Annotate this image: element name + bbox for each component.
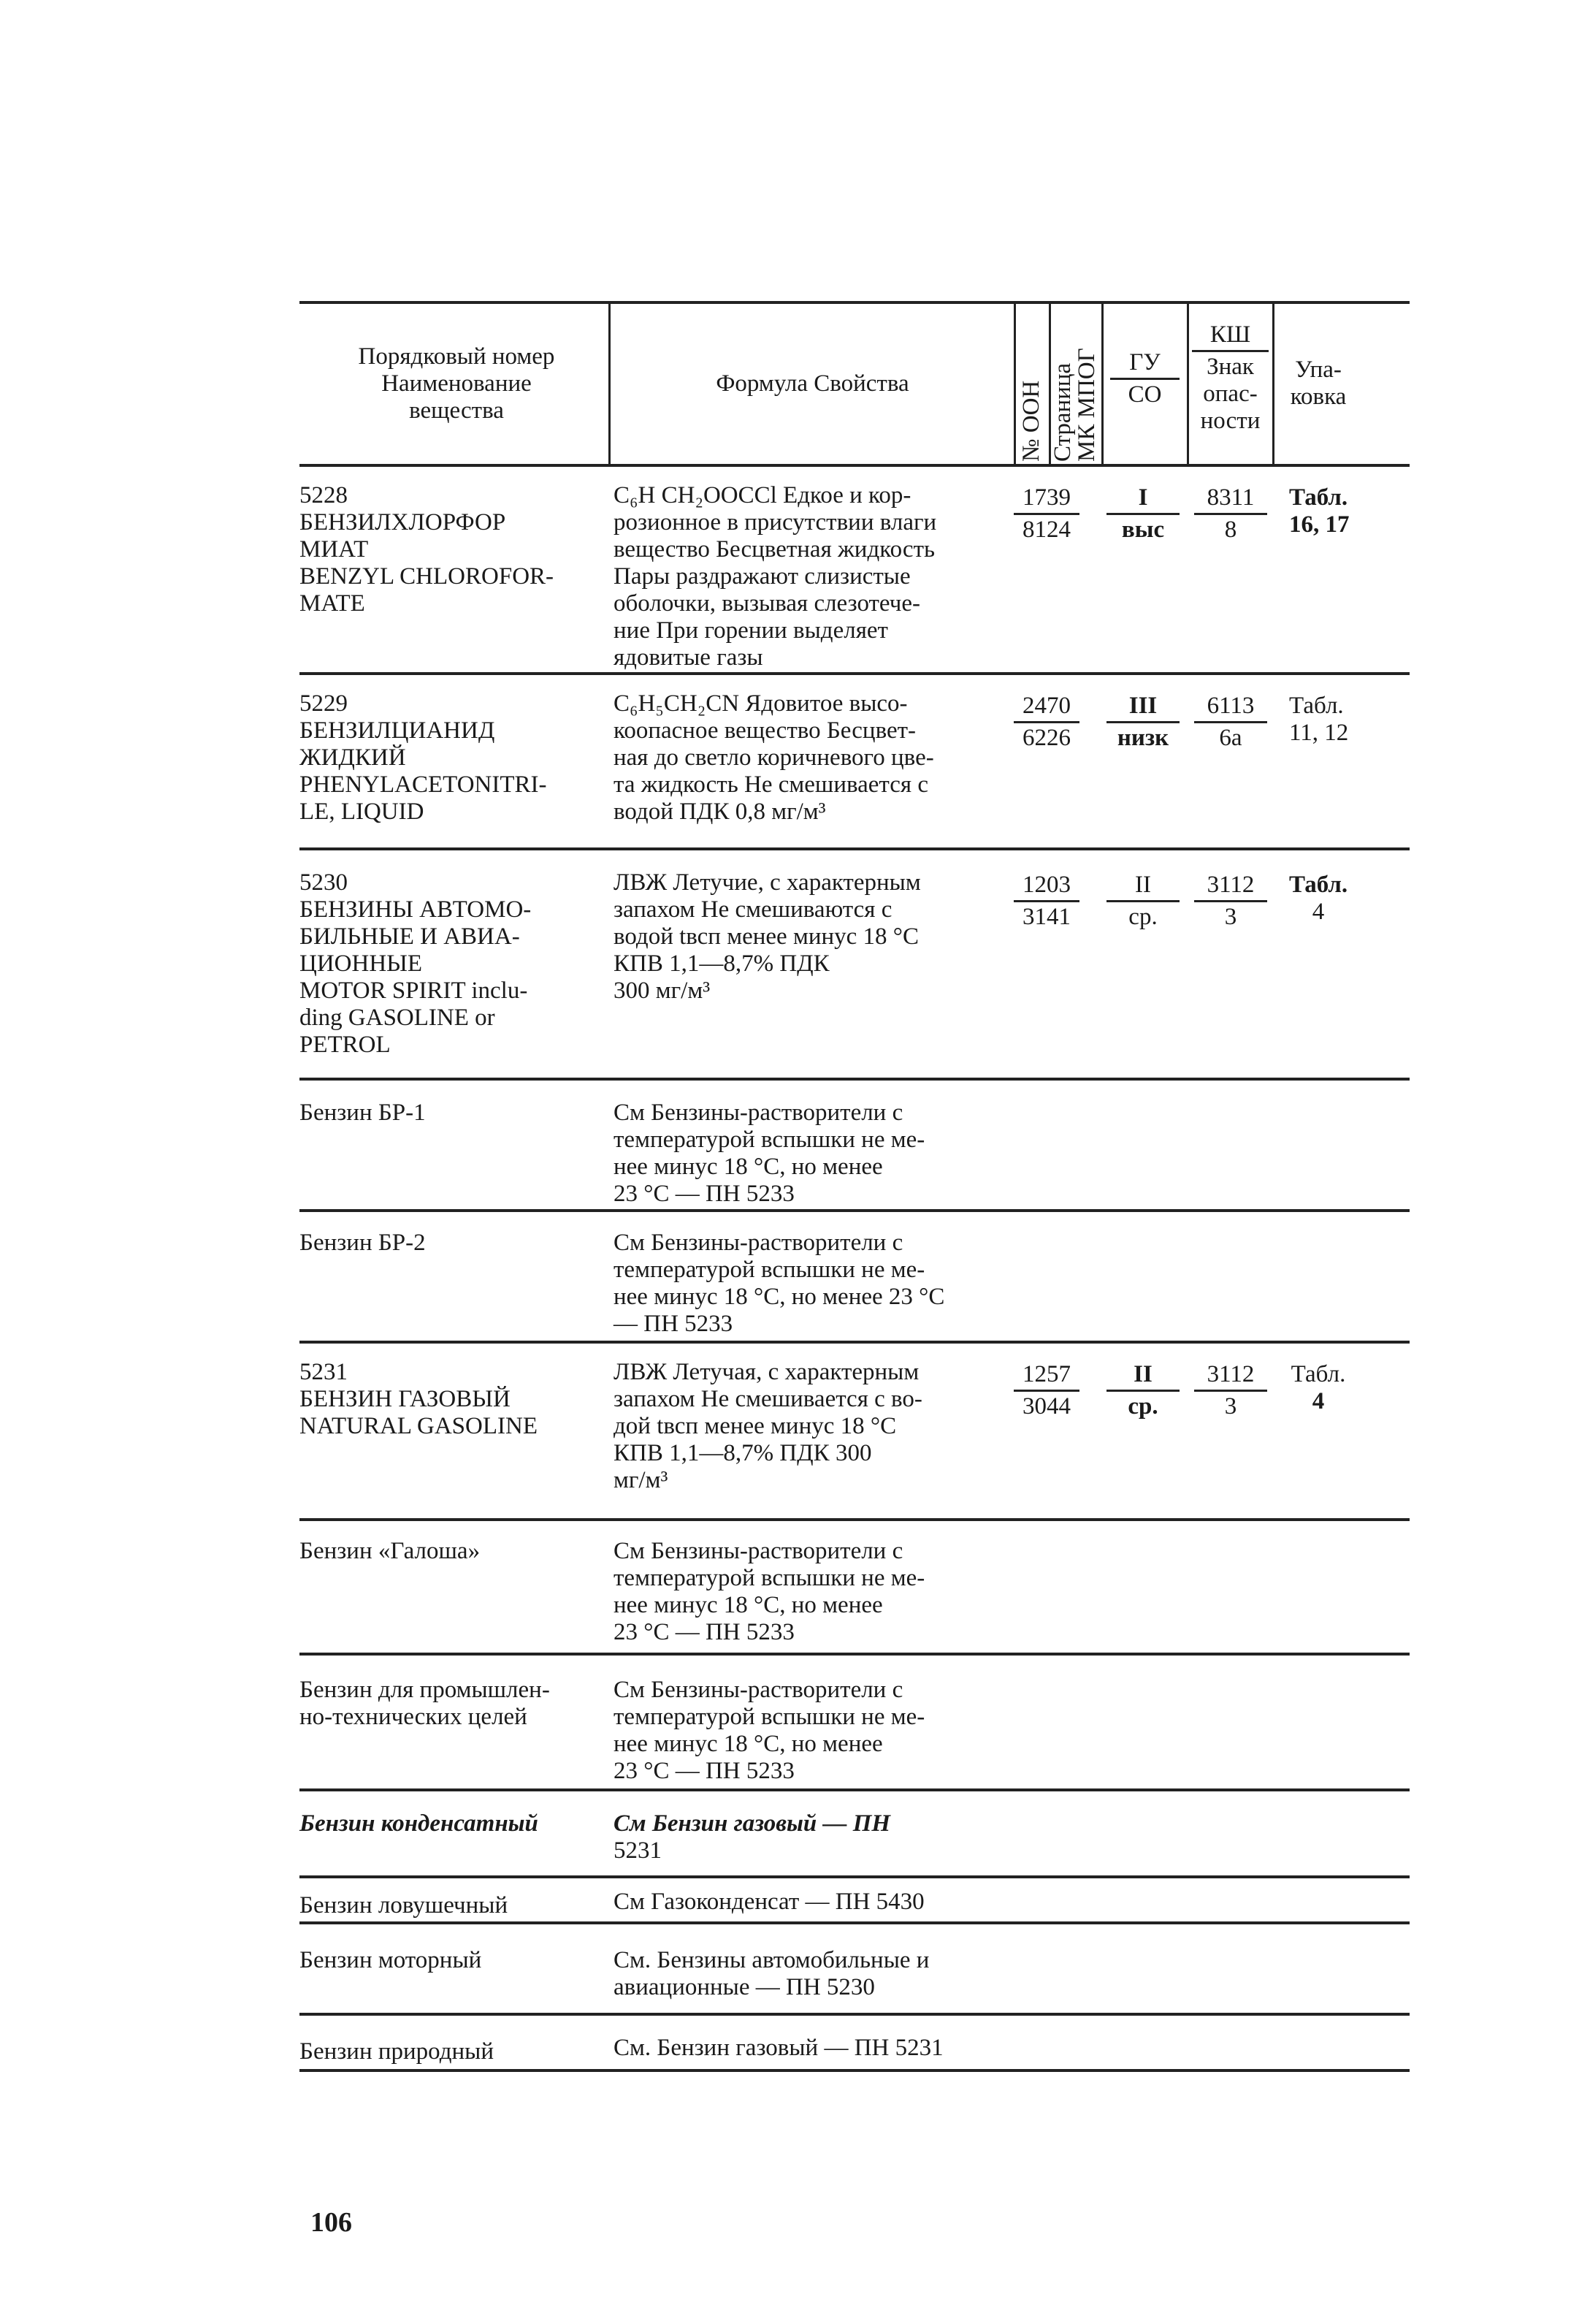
props-line: мг/м³ — [614, 1467, 668, 1493]
header-col-formula: Формула Свойства — [716, 370, 909, 397]
entry-5231-name — [299, 1359, 584, 1440]
un-number: 1257 — [1014, 1361, 1079, 1392]
entry-br1-name — [299, 1100, 584, 1127]
props-line: См. Бензины автомобильные и — [614, 1947, 930, 1973]
entry-name-line: PHENYLACETONITRI- — [299, 772, 547, 798]
props-line: См Бензин газовый — ПН — [614, 1810, 891, 1837]
props-line: См Бензины-растворители с — [614, 1538, 903, 1564]
entry-5229-ksh-sign — [1194, 693, 1267, 752]
co-value: ср. — [1128, 1393, 1158, 1420]
props-line: дой tвсп менее минус 18 °С — [614, 1413, 897, 1439]
package-line: 4 — [1312, 1388, 1325, 1414]
props-line: температурой вспышки не ме- — [614, 1257, 925, 1283]
entry-5231-props — [614, 1359, 1012, 1494]
header-sign-line2: опас- — [1203, 381, 1258, 407]
entry-name-line: Бензин природный — [299, 2038, 494, 2065]
package-line: 4 — [1312, 899, 1325, 925]
header-col-name-line1: Порядковый номер — [358, 343, 555, 370]
entry-name-line: Бензин БР-1 — [299, 1100, 426, 1126]
header-bottom-rule — [299, 464, 1410, 467]
mk-page: 3141 — [1023, 904, 1071, 930]
table-top-rule — [299, 301, 1410, 304]
entry-5228-name — [299, 482, 584, 617]
props-line: нее минус 18 °С, но менее 23 °С — [614, 1284, 945, 1310]
co-value: ср. — [1128, 904, 1158, 930]
row-divider — [299, 1921, 1410, 1924]
header-divider-4 — [1101, 304, 1104, 464]
header-col-name-line3: вещества — [409, 397, 504, 424]
entry-name-line: ding GASOLINE or — [299, 1005, 495, 1031]
props-line: розионное в присутствии влаги — [614, 509, 937, 536]
entry-natural-props — [614, 2035, 1012, 2062]
header-col-name-line2: Наименование — [381, 370, 532, 397]
entry-name-line: МИАТ — [299, 536, 369, 563]
props-line: нее минус 18 °С, но менее — [614, 1731, 883, 1757]
co-value: выс — [1121, 517, 1165, 543]
entry-name-line: ЖИДКИЙ — [299, 744, 406, 771]
ksh-value: 3112 — [1194, 1361, 1267, 1392]
un-number: 2470 — [1014, 693, 1079, 723]
entry-galosha-name — [299, 1538, 584, 1565]
entry-name-line: LE, LIQUID — [299, 799, 424, 825]
props-line: 23 °С — ПН 5233 — [614, 1619, 795, 1645]
package-line: 11, 12 — [1289, 720, 1349, 746]
entry-name-line: БЕНЗИЛЦИАНИД — [299, 717, 495, 744]
header-divider-2 — [1014, 304, 1016, 464]
props-line: оболочки, вызывая слезотече- — [614, 590, 920, 617]
entry-5229-name — [299, 690, 584, 826]
props-line: C₆H CH₂OOCCl Едкое и кор- — [614, 482, 911, 508]
entry-natural-name — [299, 2038, 584, 2065]
entry-number: 5228 — [299, 482, 348, 508]
row-divider — [299, 847, 1410, 850]
entry-5231-ksh-sign — [1194, 1361, 1267, 1420]
props-line: температурой вспышки не ме- — [614, 1704, 925, 1730]
entry-number: 5231 — [299, 1359, 348, 1385]
props-line: См Бензины-растворители с — [614, 1677, 903, 1703]
un-number: 1203 — [1014, 872, 1079, 902]
props-line: вещество Бесцветная жидкость — [614, 536, 936, 563]
props-line: C₆H₅CH₂CN Ядовитое высо- — [614, 690, 908, 717]
header-sign-line3: ности — [1200, 408, 1261, 434]
entry-5231-gu-co — [1106, 1361, 1180, 1420]
header-gu: ГУ — [1110, 349, 1180, 380]
props-line: нее минус 18 °С, но менее — [614, 1592, 883, 1618]
entry-5230-gu-co — [1106, 872, 1180, 931]
header-col-page-line2: МК МПОГ — [1074, 348, 1100, 462]
entry-5228-props — [614, 482, 1012, 671]
gu-value: II — [1106, 1361, 1180, 1392]
entry-5230-un-page — [1014, 872, 1079, 931]
entry-motor-props — [614, 1947, 1012, 2001]
sign-value: 8 — [1224, 517, 1237, 543]
entry-5231-un-page — [1014, 1361, 1079, 1420]
package-line: Табл. — [1289, 484, 1348, 511]
row-divider — [299, 1653, 1410, 1656]
header-co: СО — [1128, 381, 1162, 408]
header-divider-6 — [1272, 304, 1274, 464]
header-sign-line1: Знак — [1207, 354, 1254, 380]
package-line: Табл. — [1289, 872, 1348, 898]
props-line: См Бензины-растворители с — [614, 1100, 903, 1126]
mk-page: 8124 — [1023, 517, 1071, 543]
props-line: 5231 — [614, 1837, 662, 1864]
props-line: та жидкость Не смешивается с — [614, 772, 928, 798]
sign-value: 3 — [1224, 904, 1237, 930]
entry-5230-props — [614, 869, 1012, 1005]
entry-name-line: Бензин «Галоша» — [299, 1538, 481, 1564]
header-divider-1 — [608, 304, 611, 464]
entry-trap-name — [299, 1892, 584, 1919]
entry-br2-props — [614, 1230, 1012, 1338]
entry-industrial-name — [299, 1677, 584, 1731]
entry-industrial-props — [614, 1677, 1012, 1785]
row-divider — [299, 1078, 1410, 1081]
entry-name-line: MOTOR SPIRIT inclu- — [299, 978, 528, 1004]
co-value: низк — [1117, 725, 1169, 751]
entry-motor-name — [299, 1947, 584, 1974]
entry-name-line: Бензин ловушечный — [299, 1892, 508, 1919]
entry-name-line: БЕНЗИЛХЛОРФОР — [299, 509, 506, 536]
entry-name-line: Бензин для промышлен- — [299, 1677, 550, 1703]
table-bottom-rule — [299, 2069, 1410, 2072]
props-line: ЛВЖ Летучие, с характерным — [614, 869, 921, 896]
props-line: — ПН 5233 — [614, 1311, 733, 1337]
props-line: См Бензины-растворители с — [614, 1230, 903, 1256]
sign-value: 6а — [1219, 725, 1242, 751]
props-line: Пары раздражают слизистые — [614, 563, 911, 590]
entry-name-line: MATE — [299, 590, 365, 617]
package-line: 16, 17 — [1289, 511, 1350, 538]
props-line: 23 °С — ПН 5233 — [614, 1181, 795, 1207]
row-divider — [299, 1341, 1410, 1344]
entry-br1-props — [614, 1100, 1012, 1208]
row-divider — [299, 1788, 1410, 1791]
entry-name-line: Бензин конденсатный — [299, 1810, 538, 1837]
entry-name-line: ЦИОННЫЕ — [299, 950, 423, 977]
entry-name-line: но-технических целей — [299, 1704, 527, 1730]
gu-value: II — [1106, 872, 1180, 902]
props-line: ная до светло коричневого цве- — [614, 744, 934, 771]
header-divider-5 — [1187, 304, 1189, 464]
ksh-value: 8311 — [1194, 484, 1267, 515]
entry-name-line: BENZYL CHLOROFOR- — [299, 563, 554, 590]
entry-5228-ksh-sign — [1194, 484, 1267, 544]
props-line: См. Бензин газовый — ПН 5231 — [614, 2035, 944, 2061]
entry-number: 5230 — [299, 869, 348, 896]
entry-name-line: БЕНЗИН ГАЗОВЫЙ — [299, 1386, 511, 1412]
header-package-line1: Упа- — [1295, 357, 1342, 383]
entry-name-line: NATURAL GASOLINE — [299, 1413, 538, 1439]
header-sign-label — [1192, 352, 1269, 435]
entry-trap-props — [614, 1889, 1012, 1916]
header-col-package — [1278, 357, 1358, 411]
entry-5230-ksh-sign — [1194, 872, 1267, 931]
row-divider — [299, 1875, 1410, 1878]
header-col-un-number: № ООН — [1018, 380, 1044, 462]
row-divider — [299, 1518, 1410, 1521]
props-line: температурой вспышки не ме- — [614, 1127, 925, 1153]
row-divider — [299, 2013, 1410, 2016]
entry-5228-gu-co — [1106, 484, 1180, 544]
header-col-page-line1: Страница — [1050, 362, 1076, 462]
entry-5228-package — [1289, 484, 1350, 538]
ksh-value: 6113 — [1194, 693, 1267, 723]
row-divider — [299, 1209, 1410, 1212]
header-ksh: КШ — [1192, 321, 1269, 352]
entry-condensate-name — [299, 1810, 584, 1837]
props-line: коопасное вещество Бесцвет- — [614, 717, 917, 744]
props-line: ЛВЖ Летучая, с характерным — [614, 1359, 920, 1385]
page-number: 106 — [310, 2207, 352, 2238]
gu-value: III — [1106, 693, 1180, 723]
props-line: нее минус 18 °С, но менее — [614, 1154, 883, 1180]
entry-5229-props — [614, 690, 1012, 826]
props-line: температурой вспышки не ме- — [614, 1565, 925, 1591]
sign-value: 3 — [1224, 1393, 1237, 1420]
props-line: 23 °С — ПН 5233 — [614, 1758, 795, 1784]
props-line: ние При горении выделяет — [614, 617, 888, 644]
props-line: водой ПДК 0,8 мг/м³ — [614, 799, 826, 825]
package-line: Табл. — [1291, 1361, 1346, 1387]
header-col-name — [307, 343, 606, 424]
entry-5229-un-page — [1014, 693, 1079, 752]
entry-5230-package — [1289, 872, 1348, 926]
entry-br2-name — [299, 1230, 584, 1257]
header-package-line2: ковка — [1290, 384, 1347, 410]
entry-galosha-props — [614, 1538, 1012, 1646]
entry-name-line: БИЛЬНЫЕ И АВИА- — [299, 923, 520, 950]
entry-5230-name — [299, 869, 584, 1059]
row-divider — [299, 672, 1410, 675]
entry-5229-gu-co — [1106, 693, 1180, 752]
entry-name-line: Бензин моторный — [299, 1947, 482, 1973]
mk-page: 6226 — [1023, 725, 1071, 751]
props-line: авиационные — ПН 5230 — [614, 1974, 875, 2000]
entry-name-line: Бензин БР-2 — [299, 1230, 426, 1256]
ksh-value: 3112 — [1194, 872, 1267, 902]
mk-page: 3044 — [1023, 1393, 1071, 1420]
gu-value: I — [1106, 484, 1180, 515]
entry-5228-un-page — [1014, 484, 1079, 544]
entry-5229-package — [1289, 693, 1348, 747]
entry-name-line: БЕНЗИНЫ АВТОМО- — [299, 896, 532, 923]
props-line: ядовитые газы — [614, 644, 763, 671]
props-line: водой tвсп менее минус 18 °С — [614, 923, 920, 950]
entry-5231-package — [1289, 1361, 1348, 1415]
props-line: КПВ 1,1—8,7% ПДК 300 — [614, 1440, 872, 1466]
props-line: запахом Не смешивается с во- — [614, 1386, 922, 1412]
props-line: запахом Не смешиваются с — [614, 896, 892, 923]
header-col-gu-co — [1110, 349, 1180, 408]
props-line: КПВ 1,1—8,7% ПДК — [614, 950, 830, 977]
props-line: См Газоконденсат — ПН 5430 — [614, 1889, 925, 1915]
entry-condensate-props — [614, 1810, 1012, 1864]
header-col-ksh — [1192, 321, 1269, 435]
props-line: 300 мг/м³ — [614, 978, 711, 1004]
entry-number: 5229 — [299, 690, 348, 717]
package-line: Табл. — [1289, 693, 1344, 719]
entry-name-line: PETROL — [299, 1032, 391, 1058]
un-number: 1739 — [1014, 484, 1079, 515]
